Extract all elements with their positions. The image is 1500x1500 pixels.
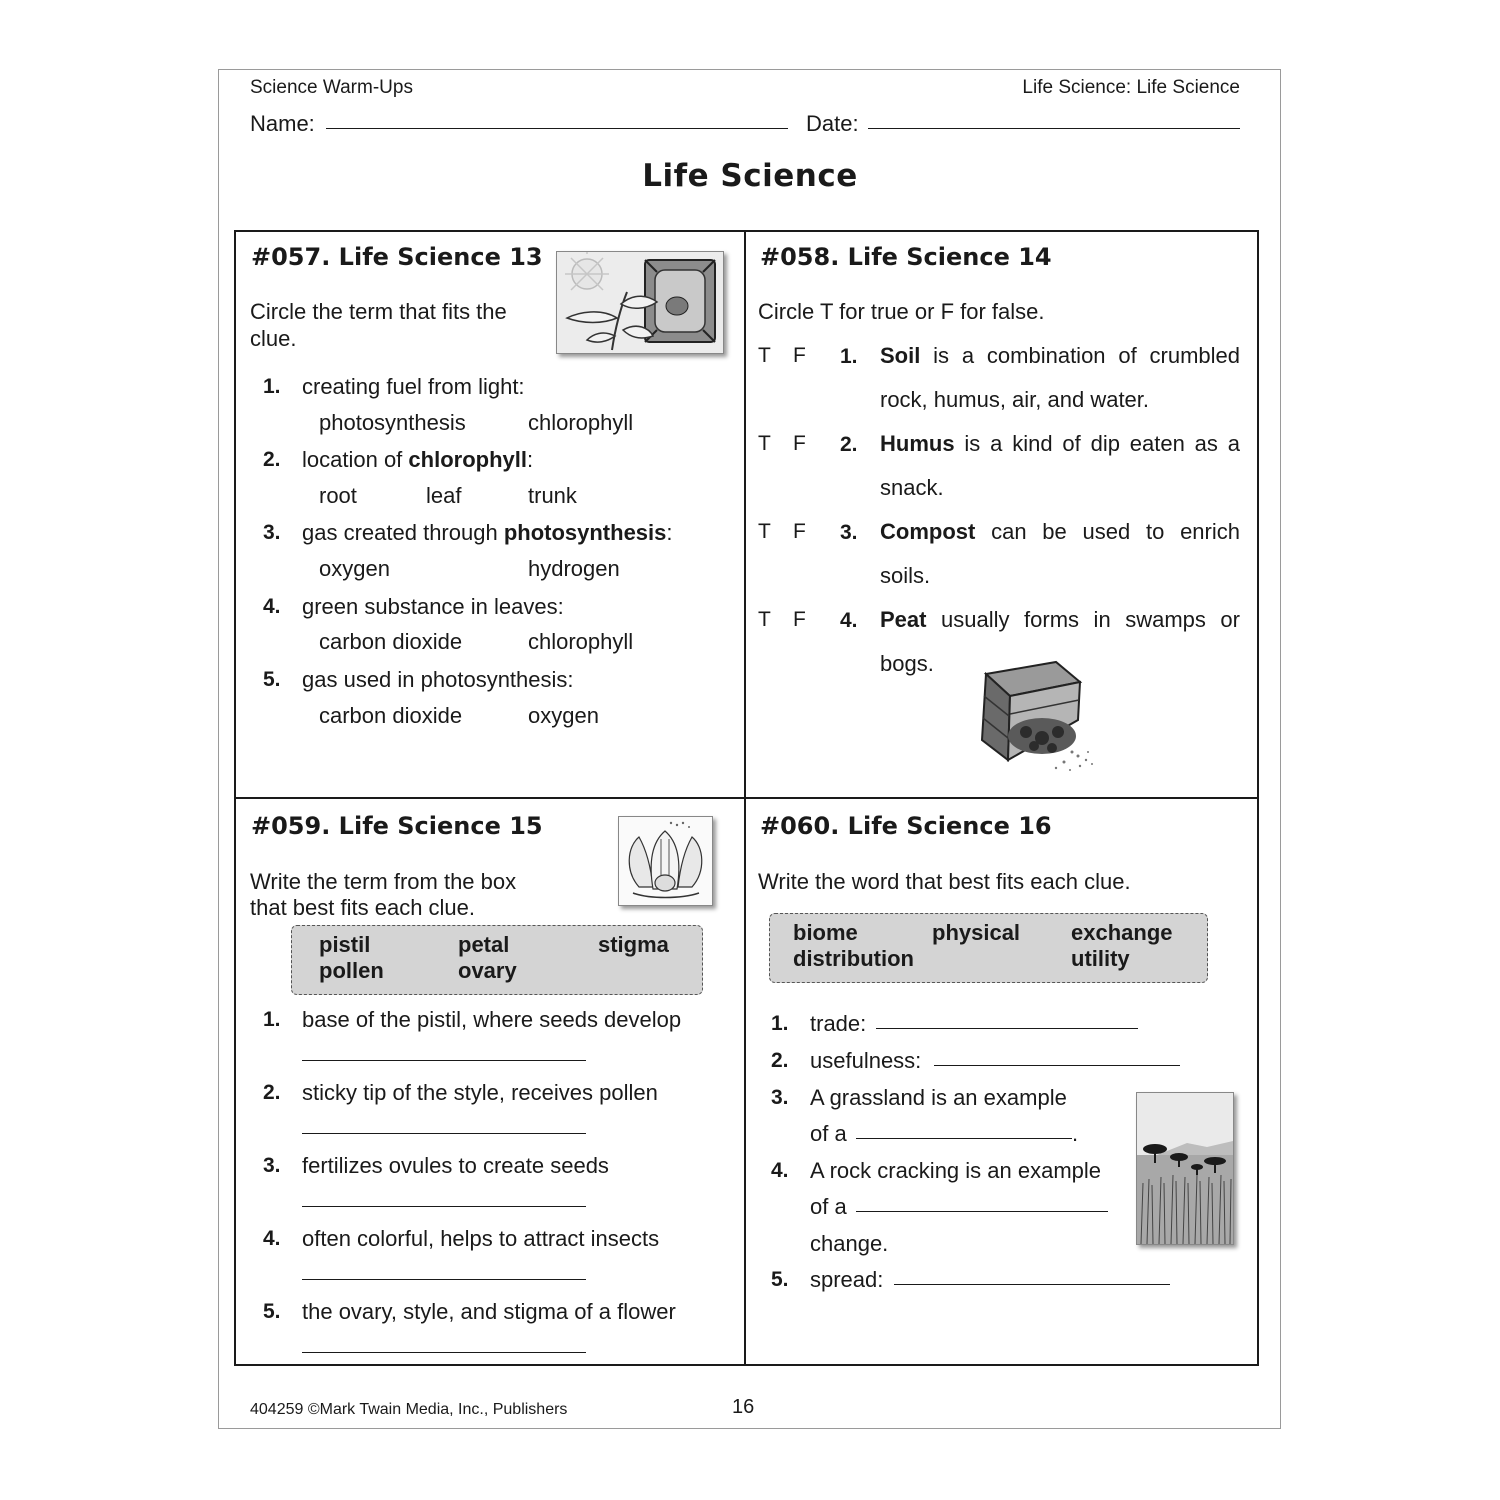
- p60-item-1-clue: trade:: [810, 1011, 867, 1036]
- p58-item-2-statement: Humus is a kind of dip eaten as a snack.: [880, 431, 1240, 500]
- panel-60-title: #060. Life Science 16: [760, 812, 1052, 840]
- p57-item-5-num: 5.: [263, 668, 281, 691]
- page-number: 16: [732, 1396, 755, 1418]
- panel-57-title: #057. Life Science 13: [251, 243, 543, 271]
- p58-item-2-num: 2.: [840, 433, 858, 456]
- p60-item-4-clue-cont: of a: [810, 1194, 847, 1219]
- p60-item-3-num: 3.: [771, 1086, 789, 1109]
- p59-word-1: pistil: [319, 932, 371, 957]
- p58-item-4-num: 4.: [840, 609, 858, 632]
- p60-item-3-clue-cont: of a: [810, 1121, 847, 1146]
- p60-word-2: physical: [932, 920, 1021, 945]
- p59-item-3-clue: fertilizes ovules to create seeds: [302, 1153, 609, 1178]
- p59-item-5-answer-line[interactable]: [302, 1352, 586, 1353]
- book-title: Science Warm-Ups: [250, 77, 413, 98]
- p59-word-5: ovary: [458, 958, 517, 983]
- p57-item-5-choice-2[interactable]: oxygen: [528, 703, 599, 728]
- unit-title: Life Science: Life Science: [1022, 77, 1240, 98]
- compost-crate-icon: [968, 656, 1104, 778]
- flower-diagram-icon: [618, 816, 713, 906]
- p59-item-2-answer-line[interactable]: [302, 1133, 586, 1134]
- p57-item-3-choice-2[interactable]: hydrogen: [528, 556, 620, 581]
- p57-item-4-choice-1[interactable]: carbon dioxide: [319, 629, 463, 654]
- p58-item-3-true[interactable]: T: [758, 520, 771, 543]
- p57-item-2-choice-1[interactable]: root: [319, 483, 357, 508]
- p60-word-1: biome: [793, 920, 858, 945]
- footer-copyright: 404259 ©Mark Twain Media, Inc., Publishers: [250, 1401, 568, 1418]
- date-field[interactable]: [868, 128, 1240, 129]
- p58-item-4-statement: Peat usually forms in swamps or bogs.: [880, 607, 1240, 676]
- p57-item-2-clue: location of chlorophyll:: [302, 447, 534, 472]
- panel-60-instruction: Write the word that best fits each clue.: [758, 869, 1131, 894]
- p59-item-1-answer-line[interactable]: [302, 1060, 586, 1061]
- p59-item-4-num: 4.: [263, 1227, 281, 1250]
- p57-item-5-choice-1[interactable]: carbon dioxide: [319, 703, 463, 728]
- p58-item-1-statement: Soil is a combination of crumbled rock, humus, air, and water.: [880, 343, 1240, 412]
- p57-item-2-num: 2.: [263, 448, 281, 471]
- p57-item-3-num: 3.: [263, 521, 281, 544]
- p57-item-2-choice-2[interactable]: leaf: [426, 483, 462, 508]
- p58-item-1-false[interactable]: F: [793, 344, 806, 367]
- p60-item-5-answer-line[interactable]: [894, 1284, 1170, 1285]
- p59-item-1-clue: base of the pistil, where seeds develop: [302, 1007, 682, 1032]
- p60-item-1-answer-line[interactable]: [876, 1028, 1138, 1029]
- panel-57-instruction: Circle the term that fits the clue.: [250, 299, 507, 351]
- p60-item-4-num: 4.: [771, 1159, 789, 1182]
- panel-59-instruction-line-2: that best fits each clue.: [250, 895, 476, 920]
- p58-item-2-true[interactable]: T: [758, 432, 771, 455]
- p59-word-2: petal: [458, 932, 510, 957]
- panel-58-instruction: Circle T for true or F for false.: [758, 299, 1045, 324]
- panel-59-title: #059. Life Science 15: [251, 812, 543, 840]
- p57-item-5-clue: gas used in photosynthesis:: [302, 667, 574, 692]
- panel-58-title: #058. Life Science 14: [760, 243, 1052, 271]
- p57-item-3-clue: gas created through photosynthesis:: [302, 520, 673, 545]
- plant-cell-sun-icon: [556, 251, 724, 354]
- p57-item-4-num: 4.: [263, 595, 281, 618]
- p59-item-2-num: 2.: [263, 1081, 281, 1104]
- p57-item-1-num: 1.: [263, 375, 281, 398]
- p60-item-3-period: .: [1072, 1121, 1079, 1146]
- p60-word-5: utility: [1071, 946, 1130, 971]
- p59-item-5-clue: the ovary, style, and stigma of a flower: [302, 1299, 676, 1324]
- p59-item-4-clue: often colorful, helps to attract insects: [302, 1226, 660, 1251]
- p60-item-4-answer-line[interactable]: [856, 1211, 1108, 1212]
- p58-item-1-true[interactable]: T: [758, 344, 771, 367]
- p60-item-5-clue: spread:: [810, 1267, 884, 1292]
- name-field[interactable]: [326, 128, 788, 129]
- p59-item-3-answer-line[interactable]: [302, 1206, 586, 1207]
- p60-item-4-clue: A rock cracking is an example: [810, 1158, 1102, 1183]
- p59-item-1-num: 1.: [263, 1008, 281, 1031]
- p59-word-4: pollen: [319, 958, 384, 983]
- p58-item-4-false[interactable]: F: [793, 608, 806, 631]
- p58-item-3-false[interactable]: F: [793, 520, 806, 543]
- p57-item-4-clue: green substance in leaves:: [302, 594, 564, 619]
- p58-item-2-false[interactable]: F: [793, 432, 806, 455]
- p60-item-2-clue: usefulness:: [810, 1048, 922, 1073]
- p58-item-3-num: 3.: [840, 521, 858, 544]
- panel-59-instruction-line-1: Write the term from the box: [250, 869, 517, 894]
- p57-item-1-clue: creating fuel from light:: [302, 374, 525, 399]
- p60-word-3: exchange: [1071, 920, 1173, 945]
- p60-item-5-num: 5.: [771, 1268, 789, 1291]
- p59-item-2-clue: sticky tip of the style, receives pollen: [302, 1080, 658, 1105]
- p57-item-1-choice-2[interactable]: chlorophyll: [528, 410, 634, 435]
- p60-item-2-answer-line[interactable]: [934, 1065, 1180, 1066]
- date-label: Date:: [806, 111, 859, 136]
- p58-item-3-statement: Compost can be used to enrich soils.: [880, 519, 1240, 588]
- name-label: Name:: [250, 111, 315, 136]
- savanna-grassland-icon: [1136, 1092, 1234, 1245]
- p60-item-3-clue: A grassland is an example: [810, 1085, 1067, 1110]
- p60-item-4-clue-end: change.: [810, 1231, 889, 1256]
- p60-item-1-num: 1.: [771, 1012, 789, 1035]
- p60-item-2-num: 2.: [771, 1049, 789, 1072]
- p57-item-4-choice-2[interactable]: chlorophyll: [528, 629, 634, 654]
- page-title: Life Science: [642, 158, 858, 194]
- grid-divider-horizontal: [234, 797, 1259, 799]
- p59-word-3: stigma: [598, 932, 669, 957]
- p60-word-4: distribution: [793, 946, 914, 971]
- p59-item-4-answer-line[interactable]: [302, 1279, 586, 1280]
- p58-item-4-true[interactable]: T: [758, 608, 771, 631]
- p57-item-3-choice-1[interactable]: oxygen: [319, 556, 390, 581]
- p60-item-3-answer-line[interactable]: [856, 1138, 1072, 1139]
- p59-item-3-num: 3.: [263, 1154, 281, 1177]
- p58-item-1-num: 1.: [840, 345, 858, 368]
- p57-item-2-choice-3[interactable]: trunk: [528, 483, 577, 508]
- p59-item-5-num: 5.: [263, 1300, 281, 1323]
- p57-item-1-choice-1[interactable]: photosynthesis: [319, 410, 466, 435]
